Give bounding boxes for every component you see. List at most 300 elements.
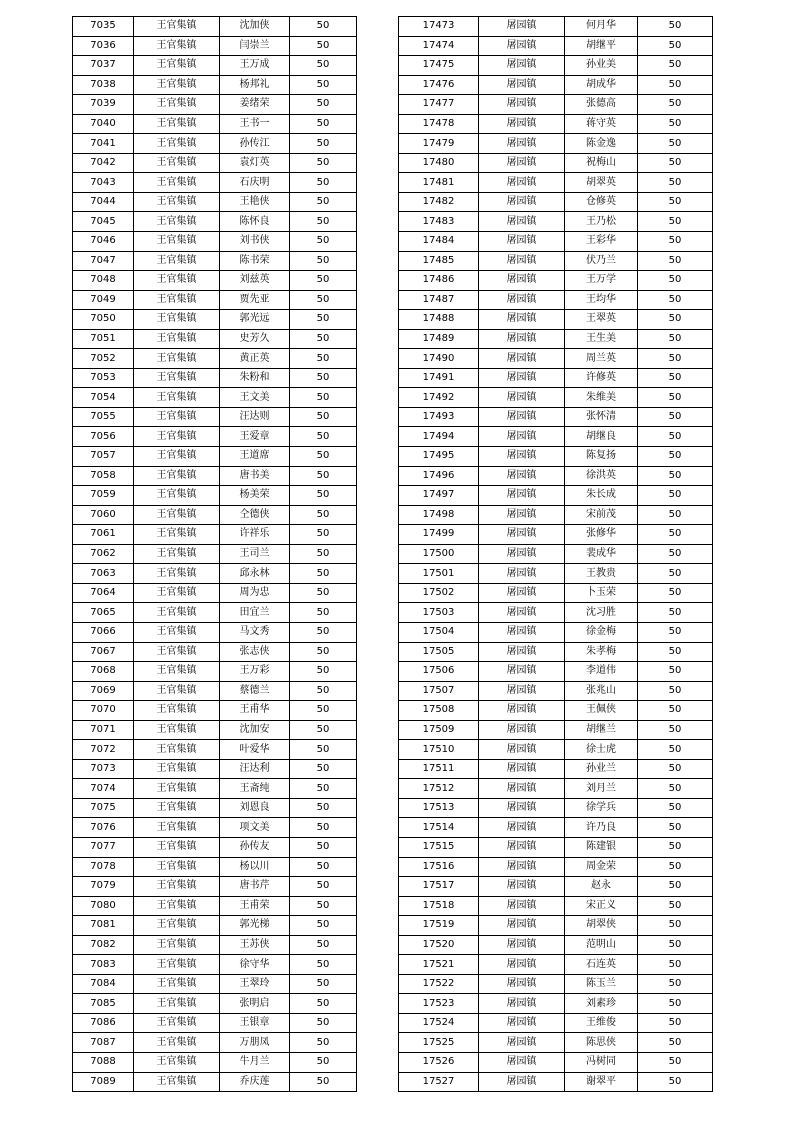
town-cell: 屠园镇 (479, 114, 565, 134)
table-row (73, 544, 357, 564)
table-row (73, 662, 357, 682)
table-row (73, 779, 357, 799)
table-row (73, 955, 357, 975)
table-row (399, 740, 713, 760)
name-cell: 马文秀 (220, 622, 290, 642)
table-row (73, 486, 357, 506)
left-roster-body (73, 17, 357, 1092)
serial-number-cell: 7079 (73, 877, 134, 897)
serial-number-cell: 7068 (73, 662, 134, 682)
town-cell: 王官集镇 (134, 1033, 220, 1053)
town-cell: 屠园镇 (479, 427, 565, 447)
name-cell: 牛月兰 (220, 1052, 290, 1072)
table-row (73, 95, 357, 115)
serial-number-cell: 7071 (73, 720, 134, 740)
serial-number-cell: 7039 (73, 95, 134, 115)
amount-cell: 50 (290, 310, 357, 330)
table-row (73, 427, 357, 447)
name-cell: 郭光远 (220, 310, 290, 330)
town-cell: 屠园镇 (479, 740, 565, 760)
right-roster-table (398, 16, 713, 1092)
town-cell: 王官集镇 (134, 114, 220, 134)
table-row (73, 290, 357, 310)
table-row (399, 916, 713, 936)
table-row (73, 916, 357, 936)
table-row (73, 818, 357, 838)
town-cell: 王官集镇 (134, 896, 220, 916)
town-cell: 屠园镇 (479, 388, 565, 408)
amount-cell: 50 (638, 212, 713, 232)
table-row (399, 935, 713, 955)
name-cell: 孙业兰 (565, 759, 638, 779)
town-cell: 王官集镇 (134, 388, 220, 408)
town-cell: 屠园镇 (479, 955, 565, 975)
town-cell: 屠园镇 (479, 1033, 565, 1053)
town-cell: 王官集镇 (134, 251, 220, 271)
table-row (399, 603, 713, 623)
table-row (73, 56, 357, 76)
town-cell: 王官集镇 (134, 798, 220, 818)
town-cell: 屠园镇 (479, 779, 565, 799)
serial-number-cell: 17496 (399, 466, 479, 486)
town-cell: 屠园镇 (479, 192, 565, 212)
table-row (399, 447, 713, 467)
town-cell: 屠园镇 (479, 232, 565, 252)
table-row (399, 1052, 713, 1072)
amount-cell: 50 (638, 564, 713, 584)
name-cell: 王佩侠 (565, 701, 638, 721)
serial-number-cell: 17482 (399, 192, 479, 212)
table-row (399, 837, 713, 857)
name-cell: 邱永林 (220, 564, 290, 584)
amount-cell: 50 (638, 17, 713, 37)
serial-number-cell: 7048 (73, 271, 134, 291)
amount-cell: 50 (638, 916, 713, 936)
town-cell: 王官集镇 (134, 837, 220, 857)
serial-number-cell: 17498 (399, 505, 479, 525)
serial-number-cell: 7058 (73, 466, 134, 486)
name-cell: 陈怀良 (220, 212, 290, 232)
name-cell: 胡继良 (565, 427, 638, 447)
town-cell: 王官集镇 (134, 349, 220, 369)
serial-number-cell: 7044 (73, 192, 134, 212)
table-row (73, 642, 357, 662)
name-cell: 汪达则 (220, 407, 290, 427)
name-cell: 陈玉兰 (565, 974, 638, 994)
amount-cell: 50 (638, 994, 713, 1014)
table-row (399, 798, 713, 818)
amount-cell: 50 (638, 544, 713, 564)
amount-cell: 50 (638, 290, 713, 310)
serial-number-cell: 7035 (73, 17, 134, 37)
table-row (399, 955, 713, 975)
amount-cell: 50 (290, 134, 357, 154)
amount-cell: 50 (290, 662, 357, 682)
table-row (73, 1072, 357, 1092)
amount-cell: 50 (638, 720, 713, 740)
name-cell: 周兰英 (565, 349, 638, 369)
town-cell: 王官集镇 (134, 36, 220, 56)
amount-cell: 50 (290, 349, 357, 369)
amount-cell: 50 (638, 779, 713, 799)
name-cell: 朱长成 (565, 486, 638, 506)
name-cell: 胡翠侠 (565, 916, 638, 936)
name-cell: 王翠英 (565, 310, 638, 330)
name-cell: 朱粉和 (220, 368, 290, 388)
table-row (73, 896, 357, 916)
town-cell: 屠园镇 (479, 1052, 565, 1072)
serial-number-cell: 7078 (73, 857, 134, 877)
town-cell: 王官集镇 (134, 1052, 220, 1072)
table-row (73, 75, 357, 95)
serial-number-cell: 7080 (73, 896, 134, 916)
table-row (399, 622, 713, 642)
name-cell: 徐守华 (220, 955, 290, 975)
name-cell: 刘书侠 (220, 232, 290, 252)
town-cell: 王官集镇 (134, 642, 220, 662)
town-cell: 王官集镇 (134, 232, 220, 252)
amount-cell: 50 (638, 95, 713, 115)
town-cell: 王官集镇 (134, 974, 220, 994)
amount-cell: 50 (638, 36, 713, 56)
amount-cell: 50 (638, 955, 713, 975)
serial-number-cell: 17493 (399, 407, 479, 427)
serial-number-cell: 7088 (73, 1052, 134, 1072)
serial-number-cell: 17490 (399, 349, 479, 369)
town-cell: 王官集镇 (134, 583, 220, 603)
amount-cell: 50 (290, 837, 357, 857)
serial-number-cell: 7055 (73, 407, 134, 427)
serial-number-cell: 17479 (399, 134, 479, 154)
amount-cell: 50 (290, 622, 357, 642)
serial-number-cell: 7037 (73, 56, 134, 76)
amount-cell: 50 (638, 173, 713, 193)
table-row (73, 310, 357, 330)
serial-number-cell: 17519 (399, 916, 479, 936)
table-row (399, 701, 713, 721)
serial-number-cell: 17503 (399, 603, 479, 623)
serial-number-cell: 7054 (73, 388, 134, 408)
table-row (399, 1072, 713, 1092)
table-row (399, 544, 713, 564)
town-cell: 王官集镇 (134, 407, 220, 427)
table-row (399, 857, 713, 877)
table-row (73, 583, 357, 603)
table-row (399, 153, 713, 173)
table-row (399, 368, 713, 388)
table-row (73, 720, 357, 740)
name-cell: 刘月兰 (565, 779, 638, 799)
amount-cell: 50 (290, 388, 357, 408)
serial-number-cell: 7041 (73, 134, 134, 154)
serial-number-cell: 7086 (73, 1013, 134, 1033)
name-cell: 王艳侠 (220, 192, 290, 212)
name-cell: 朱维美 (565, 388, 638, 408)
amount-cell: 50 (290, 95, 357, 115)
serial-number-cell: 17516 (399, 857, 479, 877)
amount-cell: 50 (290, 153, 357, 173)
town-cell: 屠园镇 (479, 75, 565, 95)
town-cell: 王官集镇 (134, 95, 220, 115)
amount-cell: 50 (638, 349, 713, 369)
name-cell: 仝德侠 (220, 505, 290, 525)
amount-cell: 50 (290, 994, 357, 1014)
serial-number-cell: 17508 (399, 701, 479, 721)
serial-number-cell: 7059 (73, 486, 134, 506)
amount-cell: 50 (290, 486, 357, 506)
name-cell: 石连英 (565, 955, 638, 975)
town-cell: 王官集镇 (134, 310, 220, 330)
amount-cell: 50 (290, 857, 357, 877)
town-cell: 王官集镇 (134, 447, 220, 467)
name-cell: 陈建银 (565, 837, 638, 857)
name-cell: 王乃松 (565, 212, 638, 232)
amount-cell: 50 (638, 759, 713, 779)
name-cell: 闫崇兰 (220, 36, 290, 56)
table-row (73, 525, 357, 545)
name-cell: 郭光梯 (220, 916, 290, 936)
town-cell: 王官集镇 (134, 681, 220, 701)
amount-cell: 50 (290, 173, 357, 193)
serial-number-cell: 7038 (73, 75, 134, 95)
amount-cell: 50 (638, 1072, 713, 1092)
serial-number-cell: 7043 (73, 173, 134, 193)
town-cell: 王官集镇 (134, 720, 220, 740)
town-cell: 王官集镇 (134, 1013, 220, 1033)
name-cell: 陈思侠 (565, 1033, 638, 1053)
serial-number-cell: 7081 (73, 916, 134, 936)
serial-number-cell: 17510 (399, 740, 479, 760)
name-cell: 张怀清 (565, 407, 638, 427)
town-cell: 屠园镇 (479, 329, 565, 349)
table-row (399, 349, 713, 369)
table-row (399, 466, 713, 486)
serial-number-cell: 7057 (73, 447, 134, 467)
table-row (399, 134, 713, 154)
serial-number-cell: 17507 (399, 681, 479, 701)
table-row (73, 974, 357, 994)
name-cell: 王维俊 (565, 1013, 638, 1033)
name-cell: 陈书荣 (220, 251, 290, 271)
amount-cell: 50 (290, 701, 357, 721)
serial-number-cell: 17483 (399, 212, 479, 232)
amount-cell: 50 (638, 681, 713, 701)
amount-cell: 50 (290, 877, 357, 897)
table-row (399, 36, 713, 56)
town-cell: 王官集镇 (134, 329, 220, 349)
name-cell: 石庆明 (220, 173, 290, 193)
table-row (399, 994, 713, 1014)
serial-number-cell: 7064 (73, 583, 134, 603)
town-cell: 王官集镇 (134, 564, 220, 584)
town-cell: 屠园镇 (479, 759, 565, 779)
town-cell: 屠园镇 (479, 720, 565, 740)
town-cell: 王官集镇 (134, 466, 220, 486)
amount-cell: 50 (290, 427, 357, 447)
amount-cell: 50 (638, 192, 713, 212)
town-cell: 屠园镇 (479, 564, 565, 584)
amount-cell: 50 (290, 251, 357, 271)
name-cell: 杨以川 (220, 857, 290, 877)
amount-cell: 50 (290, 681, 357, 701)
serial-number-cell: 17506 (399, 662, 479, 682)
table-row (73, 271, 357, 291)
name-cell: 徐洪英 (565, 466, 638, 486)
town-cell: 王官集镇 (134, 486, 220, 506)
name-cell: 范明山 (565, 935, 638, 955)
name-cell: 王万成 (220, 56, 290, 76)
town-cell: 王官集镇 (134, 173, 220, 193)
table-row (73, 505, 357, 525)
town-cell: 屠园镇 (479, 173, 565, 193)
name-cell: 王生美 (565, 329, 638, 349)
name-cell: 蒋守英 (565, 114, 638, 134)
name-cell: 王万彩 (220, 662, 290, 682)
serial-number-cell: 17514 (399, 818, 479, 838)
table-row (399, 192, 713, 212)
serial-number-cell: 17495 (399, 447, 479, 467)
amount-cell: 50 (638, 837, 713, 857)
serial-number-cell: 7089 (73, 1072, 134, 1092)
serial-number-cell: 7083 (73, 955, 134, 975)
town-cell: 屠园镇 (479, 603, 565, 623)
town-cell: 屠园镇 (479, 290, 565, 310)
name-cell: 王银章 (220, 1013, 290, 1033)
amount-cell: 50 (638, 974, 713, 994)
town-cell: 屠园镇 (479, 916, 565, 936)
name-cell: 宋正义 (565, 896, 638, 916)
amount-cell: 50 (638, 935, 713, 955)
name-cell: 杨美荣 (220, 486, 290, 506)
town-cell: 屠园镇 (479, 271, 565, 291)
serial-number-cell: 17513 (399, 798, 479, 818)
table-row (73, 759, 357, 779)
table-row (399, 95, 713, 115)
table-row (399, 505, 713, 525)
name-cell: 冯树同 (565, 1052, 638, 1072)
table-row (73, 407, 357, 427)
serial-number-cell: 7061 (73, 525, 134, 545)
serial-number-cell: 7085 (73, 994, 134, 1014)
serial-number-cell: 7076 (73, 818, 134, 838)
table-row (399, 779, 713, 799)
town-cell: 王官集镇 (134, 603, 220, 623)
amount-cell: 50 (290, 290, 357, 310)
table-row (399, 271, 713, 291)
table-row (399, 251, 713, 271)
serial-number-cell: 17522 (399, 974, 479, 994)
amount-cell: 50 (638, 583, 713, 603)
table-row (73, 134, 357, 154)
serial-number-cell: 7051 (73, 329, 134, 349)
name-cell: 宋前茂 (565, 505, 638, 525)
name-cell: 汪达利 (220, 759, 290, 779)
town-cell: 屠园镇 (479, 994, 565, 1014)
serial-number-cell: 17527 (399, 1072, 479, 1092)
name-cell: 祝梅山 (565, 153, 638, 173)
town-cell: 屠园镇 (479, 525, 565, 545)
table-row (399, 173, 713, 193)
town-cell: 王官集镇 (134, 75, 220, 95)
serial-number-cell: 17504 (399, 622, 479, 642)
serial-number-cell: 7052 (73, 349, 134, 369)
amount-cell: 50 (638, 603, 713, 623)
serial-number-cell: 17488 (399, 310, 479, 330)
amount-cell: 50 (638, 368, 713, 388)
amount-cell: 50 (638, 251, 713, 271)
serial-number-cell: 17486 (399, 271, 479, 291)
serial-number-cell: 17477 (399, 95, 479, 115)
town-cell: 屠园镇 (479, 95, 565, 115)
name-cell: 何月华 (565, 17, 638, 37)
serial-number-cell: 7050 (73, 310, 134, 330)
town-cell: 屠园镇 (479, 701, 565, 721)
serial-number-cell: 7062 (73, 544, 134, 564)
town-cell: 王官集镇 (134, 290, 220, 310)
amount-cell: 50 (638, 114, 713, 134)
amount-cell: 50 (638, 407, 713, 427)
table-row (73, 192, 357, 212)
table-row (73, 681, 357, 701)
serial-number-cell: 7047 (73, 251, 134, 271)
name-cell: 乔庆莲 (220, 1072, 290, 1092)
table-row (399, 583, 713, 603)
serial-number-cell: 17474 (399, 36, 479, 56)
amount-cell: 50 (290, 1013, 357, 1033)
name-cell: 张兆山 (565, 681, 638, 701)
town-cell: 屠园镇 (479, 17, 565, 37)
town-cell: 屠园镇 (479, 1072, 565, 1092)
table-row (73, 447, 357, 467)
serial-number-cell: 17517 (399, 877, 479, 897)
town-cell: 屠园镇 (479, 818, 565, 838)
name-cell: 孙传友 (220, 837, 290, 857)
amount-cell: 50 (638, 798, 713, 818)
amount-cell: 50 (290, 447, 357, 467)
amount-cell: 50 (638, 388, 713, 408)
serial-number-cell: 7053 (73, 368, 134, 388)
table-row (73, 622, 357, 642)
serial-number-cell: 17526 (399, 1052, 479, 1072)
name-cell: 胡成华 (565, 75, 638, 95)
table-row (73, 740, 357, 760)
serial-number-cell: 17497 (399, 486, 479, 506)
serial-number-cell: 17501 (399, 564, 479, 584)
serial-number-cell: 17502 (399, 583, 479, 603)
amount-cell: 50 (290, 525, 357, 545)
town-cell: 屠园镇 (479, 583, 565, 603)
amount-cell: 50 (290, 603, 357, 623)
serial-number-cell: 7077 (73, 837, 134, 857)
serial-number-cell: 7045 (73, 212, 134, 232)
serial-number-cell: 17512 (399, 779, 479, 799)
amount-cell: 50 (638, 877, 713, 897)
amount-cell: 50 (290, 1033, 357, 1053)
town-cell: 屠园镇 (479, 974, 565, 994)
town-cell: 王官集镇 (134, 427, 220, 447)
table-row (73, 857, 357, 877)
table-row (73, 837, 357, 857)
name-cell: 张德高 (565, 95, 638, 115)
amount-cell: 50 (638, 1013, 713, 1033)
amount-cell: 50 (638, 1052, 713, 1072)
amount-cell: 50 (290, 564, 357, 584)
table-row (73, 153, 357, 173)
amount-cell: 50 (638, 486, 713, 506)
serial-number-cell: 17475 (399, 56, 479, 76)
name-cell: 杨邦礼 (220, 75, 290, 95)
name-cell: 张明启 (220, 994, 290, 1014)
